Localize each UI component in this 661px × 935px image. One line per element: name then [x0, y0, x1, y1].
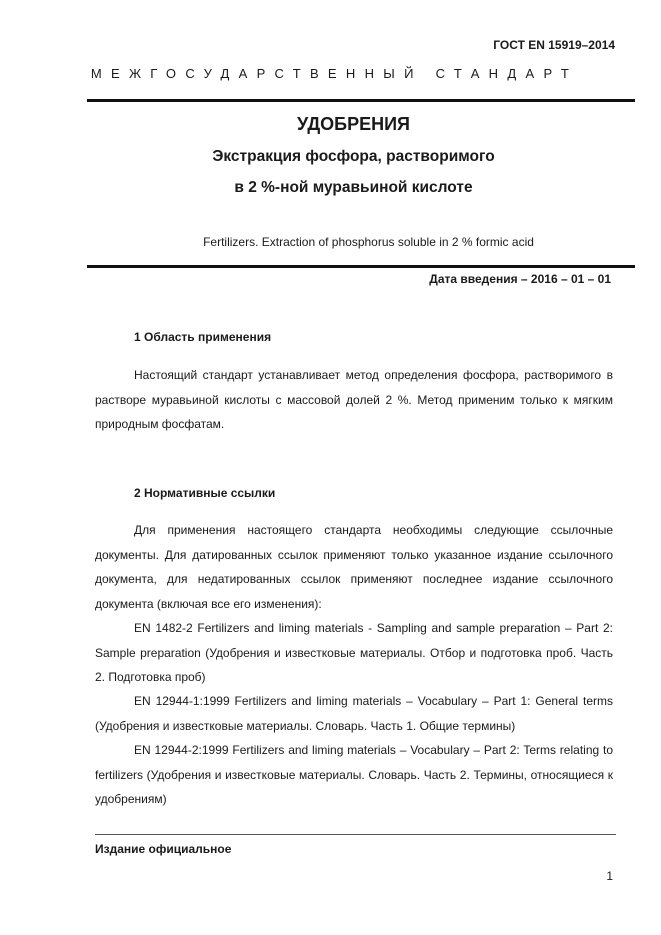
interstate-standard-label: МЕЖГОСУДАРСТВЕННЫЙ СТАНДАРТ [90, 66, 579, 81]
title-divider [87, 265, 635, 268]
introduction-date: Дата введения – 2016 – 01 – 01 [429, 272, 611, 286]
section-1-paragraph: Настоящий стандарт устанавливает метод определения фосфора, растворимого в растворе муравьиной кислоты с массовой долей 2 %. Метод применим только к мягким природным фосфатам. [95, 368, 613, 431]
section-2-heading: 2 Нормативные ссылки [134, 486, 276, 500]
document-title: УДОБРЕНИЯ [297, 114, 410, 134]
english-title: Fertilizers. Extraction of phosphorus soluble in 2 % formic acid [203, 235, 534, 249]
document-subtitle-line-1: Экстракция фосфора, растворимого [212, 148, 495, 165]
document-code: ГОСТ EN 15919–2014 [493, 38, 615, 52]
page-number: 1 [606, 869, 613, 883]
document-subtitle-line-2: в 2 %-ной муравьиной кислоте [234, 179, 473, 196]
footer-divider [95, 834, 616, 835]
reference-item: EN 12944-1:1999 Fertilizers and liming materials – Vocabulary – Part 1: General terms (Удобрения и известковые материалы. Словарь. Часть 1. Общие термины) [95, 694, 613, 733]
section-1-heading: 1 Область применения [134, 330, 272, 344]
reference-item: EN 1482-2 Fertilizers and liming materials - Sampling and sample preparation – Part 2: Sample preparation (Удобрения и известковые материалы. Отбор и подготовка проб. Часть 2. Подготовка проб) [95, 621, 613, 684]
section-2-intro-paragraph: Для применения настоящего стандарта необходимы следующие ссылочные документы. Для датированных ссылок применяют только указанное издание ссылочного документа, для недатированных ссылок применяют последнее издание ссылочного документа (включая все его изменения): [95, 523, 613, 611]
reference-item: EN 12944-2:1999 Fertilizers and liming materials – Vocabulary – Part 2: Terms relating to fertilizers (Удобрения и известковые материалы. Словарь. Часть 2. Термины, относящиеся к удобрениям) [95, 743, 613, 806]
top-divider [87, 99, 635, 102]
official-edition-label: Издание официальное [95, 842, 232, 856]
